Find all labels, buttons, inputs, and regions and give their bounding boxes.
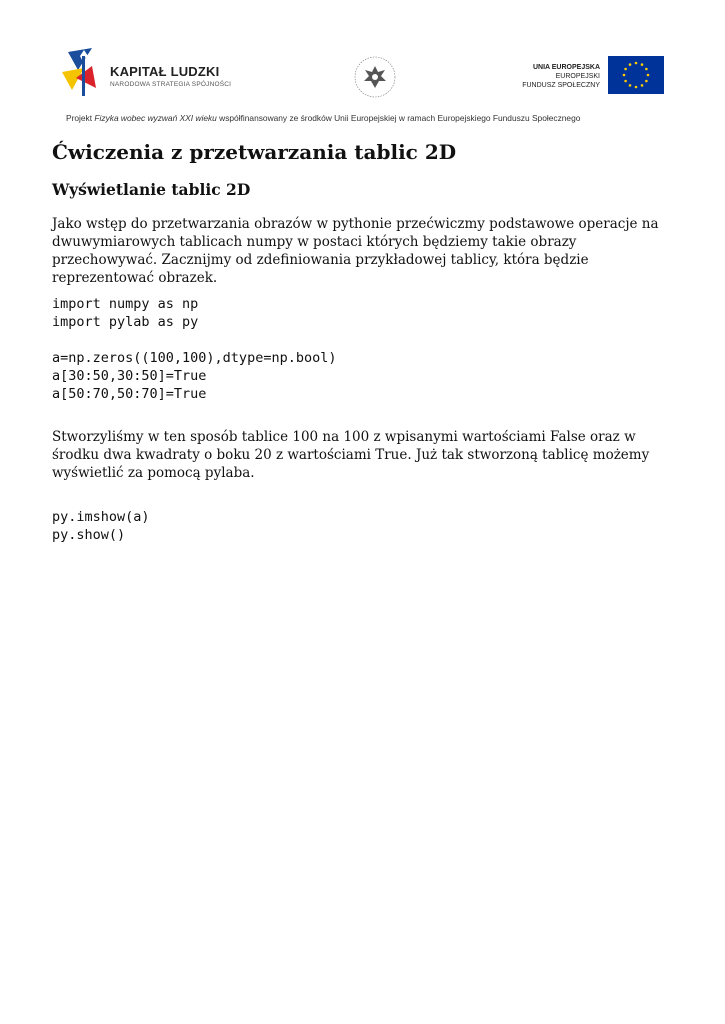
kapital-ludzki-title: KAPITAŁ LUDZKI (110, 64, 220, 79)
eu-star-icon (635, 62, 638, 65)
eu-text (522, 63, 600, 90)
eu-star-icon (641, 84, 644, 87)
eu-line-2: EUROPEJSKI (555, 73, 600, 80)
university-seal-logo (352, 54, 398, 100)
eu-star-icon (645, 68, 648, 71)
eu-line-3: FUNDUSZ SPOŁECZNY (522, 82, 600, 89)
eu-logo (508, 56, 664, 98)
code-block-show: py.imshow(a) py.show() (52, 509, 150, 543)
eu-star-icon (623, 74, 626, 77)
code-block-setup: import numpy as np import pylab as py a=np.zeros((100,100),dtype=np.bool) a[30:50,30:50]=True a[50:70,50:70]=True (52, 296, 337, 402)
kapital-ludzki-logo (62, 48, 242, 98)
eu-star-icon (645, 80, 648, 83)
university-seal-icon (352, 54, 398, 100)
page-title: Ćwiczenia z przetwarzania tablic 2D (52, 140, 457, 164)
eu-star-icon (635, 86, 638, 89)
paragraph-intro: Jako wstęp do przetwarzania obrazów w pythonie przećwiczmy podstawowe operacje na dwuwymiarowych tablicach numpy w postaci których będziemy takie obrazy przechowywać. Zacznijmy od zdefiniowania przykładowej tablicy, która będzie reprezentować obrazek. (52, 216, 659, 286)
eu-flag-icon (608, 56, 664, 94)
eu-star-icon (624, 68, 627, 71)
project-line: Projekt Fizyka wobec wyzwań XXI wieku współfinansowany ze środków Unii Europejskiej w ramach Europejskiego Funduszu Społecznego (66, 113, 581, 123)
eu-star-icon (624, 80, 627, 83)
eu-star-icon (629, 84, 632, 87)
paragraph-explanation: Stworzyliśmy w ten sposób tablice 100 na 100 z wpisanymi wartościami False oraz w środku dwa kwadraty o boku 20 z wartościami True. Już tak stworzoną tablicę możemy wyświetlić za pomocą pylaba. (52, 429, 650, 481)
kapital-ludzki-subtitle: NARODOWA STRATEGIA SPÓJNOŚCI (110, 81, 232, 88)
eu-star-icon (647, 74, 650, 77)
eu-line-1: UNIA EUROPEJSKA (532, 64, 600, 71)
page-header (0, 0, 725, 140)
eu-star-icon (629, 63, 632, 66)
kapital-ludzki-icon (62, 48, 104, 98)
eu-star-icon (641, 63, 644, 66)
section-heading: Wyświetlanie tablic 2D (52, 180, 251, 199)
